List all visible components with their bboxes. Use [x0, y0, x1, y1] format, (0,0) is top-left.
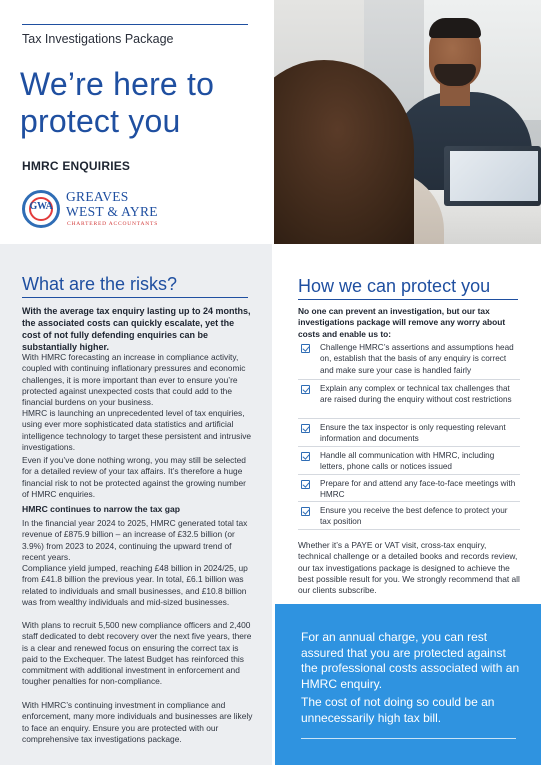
risks-paragraph-3: Even if you’ve done nothing wrong, you may still be selected for a detailed review of your tax affairs. It’s therefore a huge financial risk to not be protected against the growing number of HMRC enquiries.	[22, 455, 246, 499]
risks-paragraph-1: With HMRC forecasting an increase in compliance activity, coupled with continuing inflationary pressures and economic challenges, it is more important than ever to ensure you’re protected against unexpected costs that could add to the financial burdens on your business.	[22, 352, 246, 408]
checkbox-tick-icon	[301, 424, 310, 433]
logo-name-line1: GREAVES	[66, 189, 129, 204]
checklist-item-text: Explain any complex or technical tax challenges that are raised during the enquiry without cost restrictions	[320, 384, 512, 405]
checklist-divider	[298, 529, 520, 530]
checklist-divider	[298, 446, 520, 447]
protect-heading: How we can protect you	[298, 276, 491, 296]
package-label: Tax Investigations Package	[22, 32, 174, 46]
checkbox-tick-icon	[301, 385, 310, 394]
checkbox-tick-icon	[301, 344, 310, 353]
checklist-divider	[298, 474, 520, 475]
checklist-item-text: Handle all communication with HMRC, including letters, phone calls or notices issued	[320, 451, 495, 472]
risks-subheading: HMRC continues to narrow the tax gap	[22, 504, 181, 514]
protect-outro: Whether it’s a PAYE or VAT visit, cross-tax enquiry, technical challenge or a detailed books and records review, our tax investigations package is designed to achieve the best possible result for you. We strongly recommend that all our clients subscribe.	[298, 540, 520, 596]
page-title: We’re here to protect you	[20, 66, 215, 139]
logo-name-line2: WEST & AYRE	[66, 204, 158, 219]
risks-paragraph-2: HMRC is launching an unprecedented level of tax enquiries, using ever more sophisticated data statistics and artificial intelligence technology to target these persistent and intrusive investigations.	[22, 408, 252, 452]
protect-heading-rule	[298, 299, 518, 300]
checkbox-tick-icon	[301, 507, 310, 516]
photo-man-hair	[429, 18, 481, 38]
checklist-divider	[298, 501, 520, 502]
risks-paragraph-7: With HMRC’s continuing investment in compliance and enforcement, many more individuals and businesses are likely to face an enquiry. Ensure you are protected with our comprehensive tax investigations package.	[22, 700, 253, 744]
callout-box	[275, 604, 541, 765]
logo-tagline: CHARTERED ACCOUNTANTS	[67, 221, 159, 227]
checkbox-tick-icon	[301, 480, 310, 489]
checklist-item-text: Challenge HMRC’s assertions and assumptions head on, establish that the basis of any enquiry is correct and make sure your case is handled fairly	[320, 343, 514, 375]
company-logo	[20, 186, 180, 232]
risks-paragraph-5: Compliance yield jumped, reaching £48 billion in 2024/25, up from £41.8 billion the previous year. In total, £6.1 billion was related to individuals and small businesses, and £10.8 billion was from wealthy individuals and mid-sized businesses.	[22, 563, 248, 607]
risks-intro: With the average tax enquiry lasting up to 24 months, the associated costs can quickly escalate, yet the cost of not fully defending enquiries can be substantially higher.	[22, 306, 251, 352]
callout-paragraph-2: The cost of not doing so could be an unnecessarily high tax bill.	[301, 695, 495, 725]
risks-paragraph-4: In the financial year 2024 to 2025, HMRC generated total tax revenue of £875.9 billion – an increase of £32.5 billion (or 3.9%) from 2023 to 2024, continuing the upward trend of recent years.	[22, 518, 248, 562]
checklist-item-text: Ensure you receive the best defence to protect your tax position	[320, 506, 508, 527]
page-subtitle: HMRC ENQUIRIES	[22, 159, 131, 173]
protect-intro: No one can prevent an investigation, but our tax investigations package will remove any worry about costs and enable us to:	[298, 306, 506, 339]
checklist-divider	[298, 418, 520, 419]
checklist-divider	[298, 379, 520, 380]
risks-heading: What are the risks?	[22, 274, 178, 294]
risks-paragraph-6: With plans to recruit 5,500 new compliance officers and 2,400 staff dedicated to debt recovery over the next five years, there is a clear and renewed focus on ensuring the correct tax is paid to the Exchequer. The latest Budget has reinforced this commitment with additional investment in enforcement and tougher penalties for non-compliance.	[22, 620, 252, 687]
checklist-item-text: Ensure the tax inspector is only requesting relevant information and documents	[320, 423, 506, 444]
header-photo	[274, 0, 541, 244]
header-rule	[22, 24, 248, 25]
risks-heading-rule	[22, 297, 248, 298]
callout-rule	[301, 738, 516, 739]
logo-monogram: GWA	[29, 201, 53, 212]
photo-laptop-screen	[450, 151, 538, 201]
callout-paragraph-1: For an annual charge, you can rest assured that you are protected against the professional costs associated with an HMRC enquiry.	[301, 630, 520, 691]
checkbox-tick-icon	[301, 452, 310, 461]
checklist-item-text: Prepare for and attend any face-to-face meetings with HMRC	[320, 479, 516, 500]
